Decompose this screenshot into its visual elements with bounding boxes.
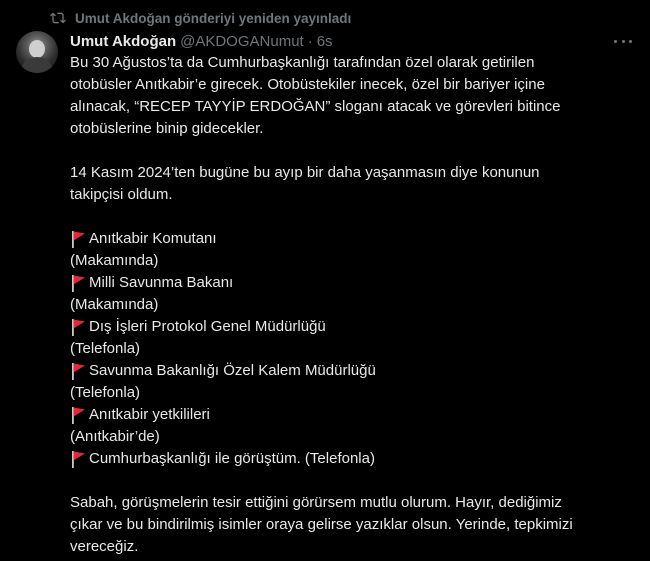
contact-name: Cumhurbaşkanlığı ile görüştüm. (Telefonla) xyxy=(89,450,375,467)
contact-name: Anıtkabir Komutanı xyxy=(89,230,217,247)
text-line: takipçisi oldum. xyxy=(70,186,173,203)
text-line: Bu 30 Ağustos’ta da Cumhurbaşkanlığı tarafından özel olarak getirilen xyxy=(70,54,535,71)
separator-dot: · xyxy=(307,32,313,50)
contact-note: (Anıtkabir’de) xyxy=(70,428,160,445)
tweet-text xyxy=(70,52,640,558)
contact-item xyxy=(70,316,640,338)
repost-icon xyxy=(50,10,66,26)
red-flag-icon xyxy=(70,230,86,248)
author-handle[interactable]: @AKDOGANumut xyxy=(180,32,304,50)
red-flag-icon xyxy=(70,318,86,336)
avatar[interactable] xyxy=(16,31,58,73)
repost-context[interactable] xyxy=(50,8,351,28)
text-line: alınacak, “RECEP TAYYİP ERDOĞAN” sloganı atacak ve görevleri bitince xyxy=(70,98,561,115)
text-line: otobüslerine binip gidecekler. xyxy=(70,120,264,137)
text-line: vereceğiz. xyxy=(70,538,139,555)
tweet-header xyxy=(70,30,333,52)
text-line: Sabah, görüşmelerin tesir ettiğini görürsem mutlu olurum. Hayır, dediğimiz xyxy=(70,494,562,511)
red-flag-icon xyxy=(70,274,86,292)
text-line: otobüsler Anıtkabir’e girecek. Otobüstekiler inecek, özel bir bariyer içine xyxy=(70,76,545,93)
contact-note: (Makamında) xyxy=(70,296,159,313)
contact-name: Savunma Bakanlığı Özel Kalem Müdürlüğü xyxy=(89,362,376,379)
tweet-timestamp[interactable]: 6s xyxy=(316,32,333,50)
red-flag-icon xyxy=(70,450,86,468)
more-icon[interactable] xyxy=(614,34,632,48)
author-display-name[interactable]: Umut Akdoğan xyxy=(70,32,177,50)
red-flag-icon xyxy=(70,406,86,424)
contact-note: (Makamında) xyxy=(70,252,159,269)
contact-note: (Telefonla) xyxy=(70,384,141,401)
text-line: çıkar ve bu bindirilmiş isimler oraya gelirse yazıklar olsun. Yerinde, tepkimizi xyxy=(70,516,573,533)
contact-name: Dış İşleri Protokol Genel Müdürlüğü xyxy=(89,318,326,335)
contact-item xyxy=(70,272,640,294)
red-flag-icon xyxy=(70,362,86,380)
contact-item xyxy=(70,360,640,382)
contact-item xyxy=(70,228,640,250)
contact-name: Anıtkabir yetkilileri xyxy=(89,406,210,423)
contact-note: (Telefonla) xyxy=(70,340,141,357)
text-line: 14 Kasım 2024’ten bugüne bu ayıp bir daha yaşanmasın diye konunun xyxy=(70,164,540,181)
repost-text: Umut Akdoğan gönderiyi yeniden yayınladı xyxy=(75,10,352,26)
contact-item xyxy=(70,404,640,426)
contact-name: Milli Savunma Bakanı xyxy=(89,274,234,291)
contact-item xyxy=(70,448,640,470)
